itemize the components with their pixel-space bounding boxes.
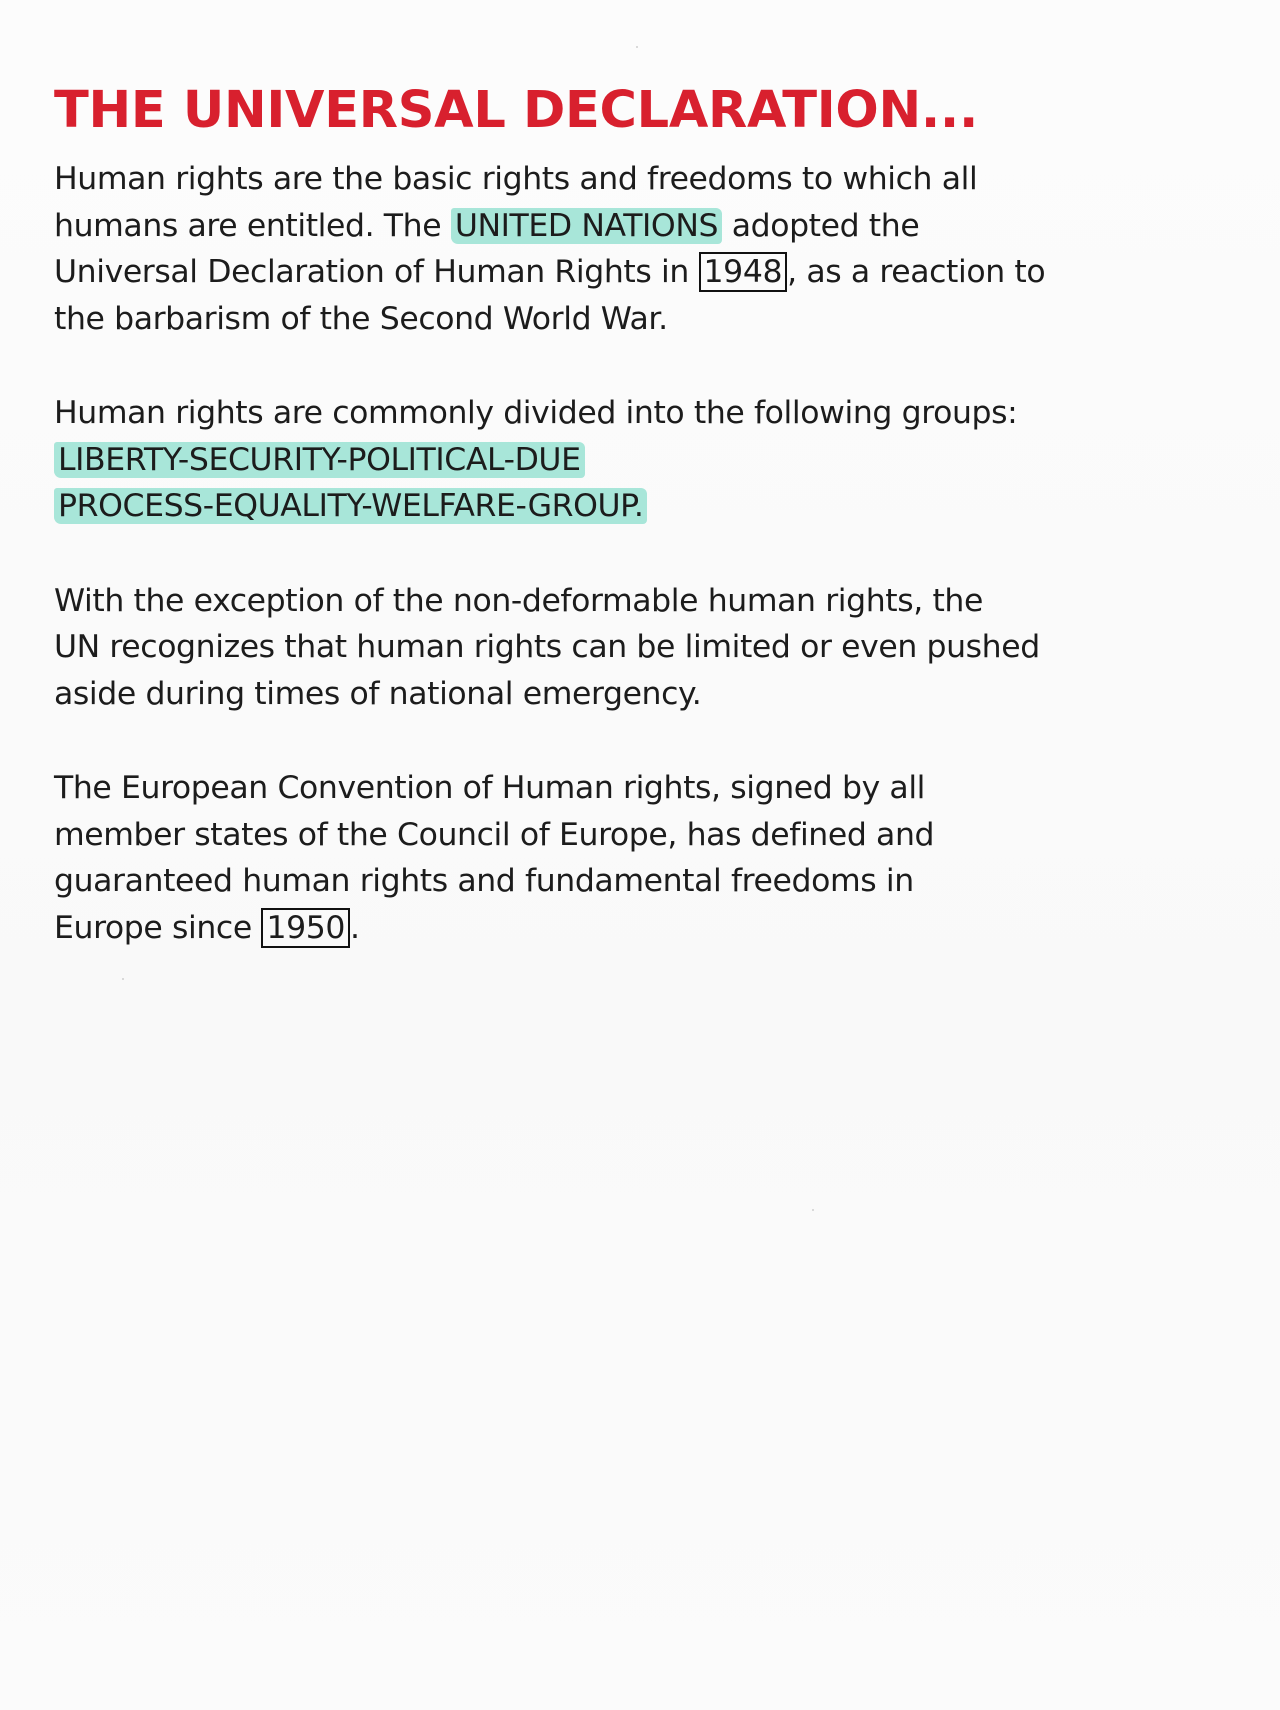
paragraph1-line2	[54, 203, 1234, 250]
paragraph4-line2: member states of the Council of Europe, has defined and	[54, 816, 935, 853]
paragraph4-line1: The European Convention of Human rights, signed by all	[54, 770, 926, 806]
paragraph2-groups-line1	[54, 437, 1234, 484]
paper-speck	[122, 978, 124, 980]
paragraph2-line1: Human rights are commonly divided into the following groups:	[54, 395, 1018, 431]
paragraph1-line1: Human rights are the basic rights and freedoms to which all	[54, 161, 978, 197]
paragraph-un-limitations	[54, 578, 1234, 718]
paragraph4-line4	[54, 905, 1234, 952]
paragraph4-line3: guaranteed human rights and fundamental freedoms in	[54, 863, 914, 899]
paragraph1-line4: the barbarism of the Second World War.	[54, 300, 668, 337]
paragraph3-line2: UN recognizes that human rights can be limited or even pushed	[54, 629, 1040, 665]
highlight-groups-line1: LIBERTY-SECURITY-POLITICAL-DUE	[54, 442, 585, 478]
document-content	[54, 76, 1234, 999]
paragraph1-line3	[54, 249, 1234, 296]
highlight-groups-line2: PROCESS-EQUALITY-WELFARE-GROUP.	[54, 488, 647, 524]
paragraph1-line2-text-end: adopted the	[722, 207, 920, 244]
boxed-year-1948: 1948	[699, 252, 788, 292]
paragraph3-line1: With the exception of the non-deformable human rights, the	[54, 582, 983, 619]
paper-speck	[812, 1209, 814, 1211]
paragraph-human-rights-definition	[54, 156, 1234, 342]
paragraph2-groups-line2	[54, 483, 1234, 530]
paragraph1-line3-text: Universal Declaration of Human Rights in	[54, 254, 699, 290]
paragraph3-line3: aside during times of national emergency.	[54, 675, 702, 712]
paragraph1-line3-text-end: , as a reaction to	[787, 254, 1046, 290]
paper-speck	[636, 46, 638, 48]
boxed-year-1950: 1950	[261, 908, 350, 948]
highlight-united-nations: UNITED NATIONS	[451, 208, 722, 244]
paragraph4-line4-text-end: .	[350, 909, 360, 946]
paragraph4-line4-text: Europe since	[54, 909, 262, 946]
paragraph-rights-groups	[54, 390, 1234, 530]
paragraph-european-convention	[54, 765, 1234, 951]
paragraph1-line2-text: humans are entitled. The	[54, 207, 451, 244]
document-title: THE UNIVERSAL DECLARATION...	[54, 81, 979, 140]
